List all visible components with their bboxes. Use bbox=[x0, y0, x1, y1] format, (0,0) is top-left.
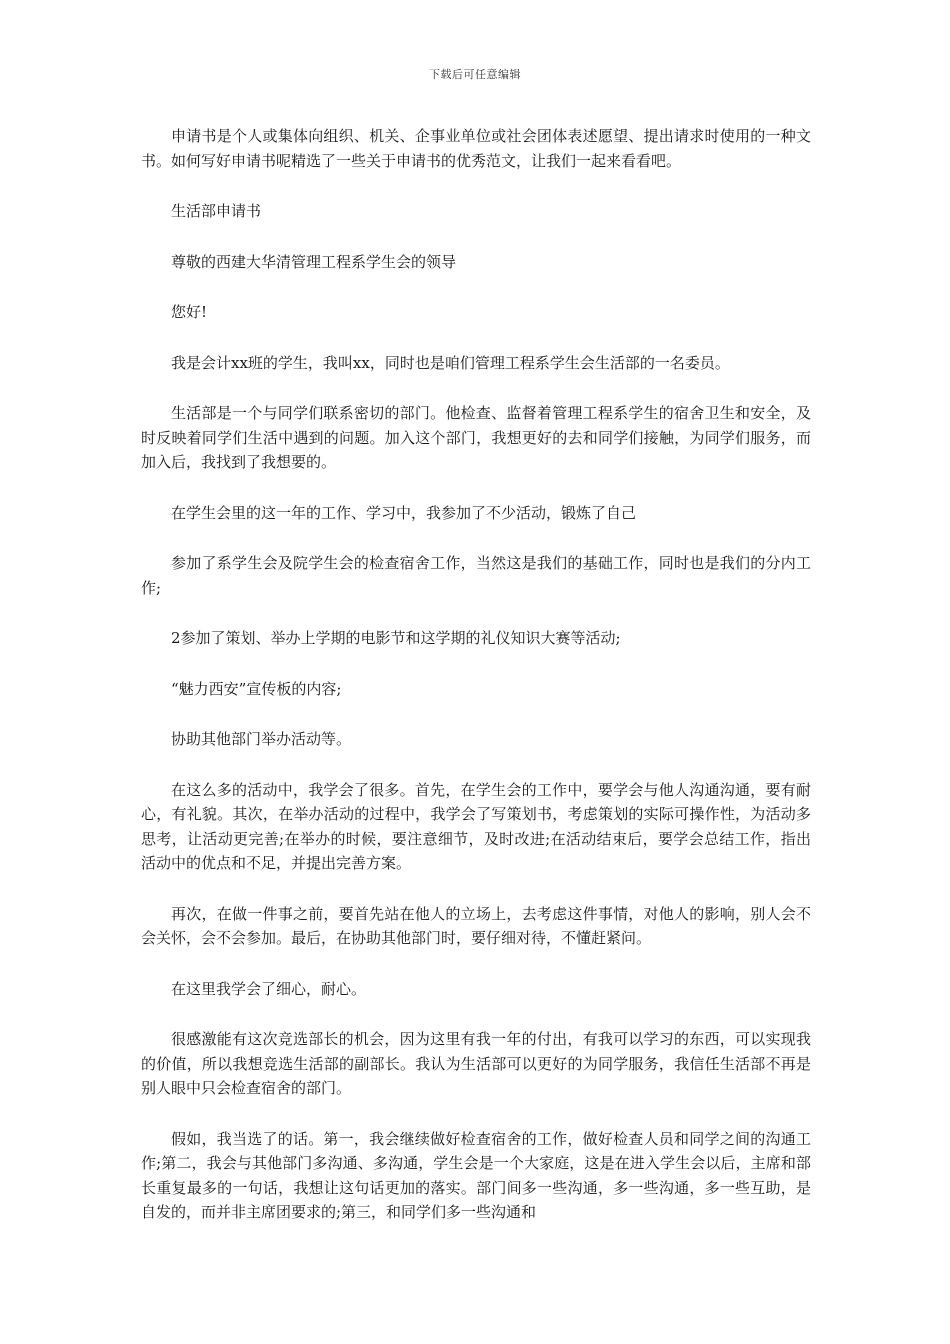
letter-title: 生活部申请书 bbox=[171, 202, 262, 220]
lessons-continued-paragraph: 再次，在做一件事之前，要首先站在他人的立场上，去考虑这件事情，对他人的影响，别人会不会关怀，会不会参加。最后，在协助其他部门时，要仔细对待，不懂赶紧问。 bbox=[141, 904, 811, 947]
plan-paragraph: 假如，我当选了的话。第一，我会继续做好检查宿舍的工作，做好检查人员和同学之间的沟通工作;第二，我会与其他部门多沟通、多沟通，学生会是一个大家庭，这是在进入学生会以后，主席和部长重复最多的一句话，我想让这句话更加的落实。部门间多一些沟通，多一些沟通，多一些互助，是自发的，而并非主席团要求的;第三，和同学们多一些沟通和 bbox=[141, 1129, 811, 1221]
patience-paragraph: 在这里我学会了细心，耐心。 bbox=[171, 979, 367, 998]
experience-summary-paragraph: 在学生会里的这一年的工作、学习中，我参加了不少活动，锻炼了自己 bbox=[171, 503, 637, 522]
activity-item-2: 2参加了策划、举办上学期的电影节和这学期的礼仪知识大赛等活动; bbox=[171, 629, 621, 647]
activity-item-3: “魅力西安”宣传板的内容; bbox=[171, 679, 342, 698]
self-introduction-paragraph: 我是会计xx班的学生，我叫xx，同时也是咱们管理工程系学生会生活部的一名委员。 bbox=[171, 353, 730, 372]
activity-item-4: 协助其他部门举办活动等。 bbox=[171, 730, 352, 748]
page-header: 下载后可任意编辑 bbox=[429, 68, 521, 81]
motivation-paragraph: 很感激能有这次竞选部长的机会，因为这里有我一年的付出，有我可以学习的东西，可以实现我的价值，所以我想竞选生活部的副部长。我认为生活部可以更好的为同学服务，我信任生活部不再是别人眼中只会检查宿舍的部门。 bbox=[141, 1030, 811, 1097]
activity-item-1: 参加了系学生会及院学生会的检查宿舍工作，当然这是我们的基础工作，同时也是我们的分内工作; bbox=[141, 554, 811, 597]
lessons-paragraph: 在这么多的活动中，我学会了很多。首先，在学生会的工作中，要学会与他人沟通沟通，要有耐心，有礼貌。其次，在举办活动的过程中，我学会了写策划书，考虑策划的实际可操作性，为活动多思考，让活动更完善;在举办的时候，要注意细节，及时改进;在活动结束后，要学会总结工作，指出活动中的优点和不足，并提出完善方案。 bbox=[141, 780, 811, 872]
document-body bbox=[141, 124, 811, 1225]
salutation: 尊敬的西建大华清管理工程系学生会的领导 bbox=[171, 252, 457, 271]
greeting: 您好! bbox=[171, 303, 208, 321]
department-description-paragraph: 生活部是一个与同学们联系密切的部门。他检查、监督着管理工程系学生的宿舍卫生和安全，及时反映着同学们生活中遇到的问题。加入这个部门，我想更好的去和同学们接触，为同学们服务，而加入后，我找到了我想要的。 bbox=[141, 404, 811, 471]
intro-paragraph: 申请书是个人或集体向组织、机关、企事业单位或社会团体表述愿望、提出请求时使用的一种文书。如何写好申请书呢精选了一些关于申请书的优秀范文，让我们一起来看看吧。 bbox=[141, 127, 811, 170]
